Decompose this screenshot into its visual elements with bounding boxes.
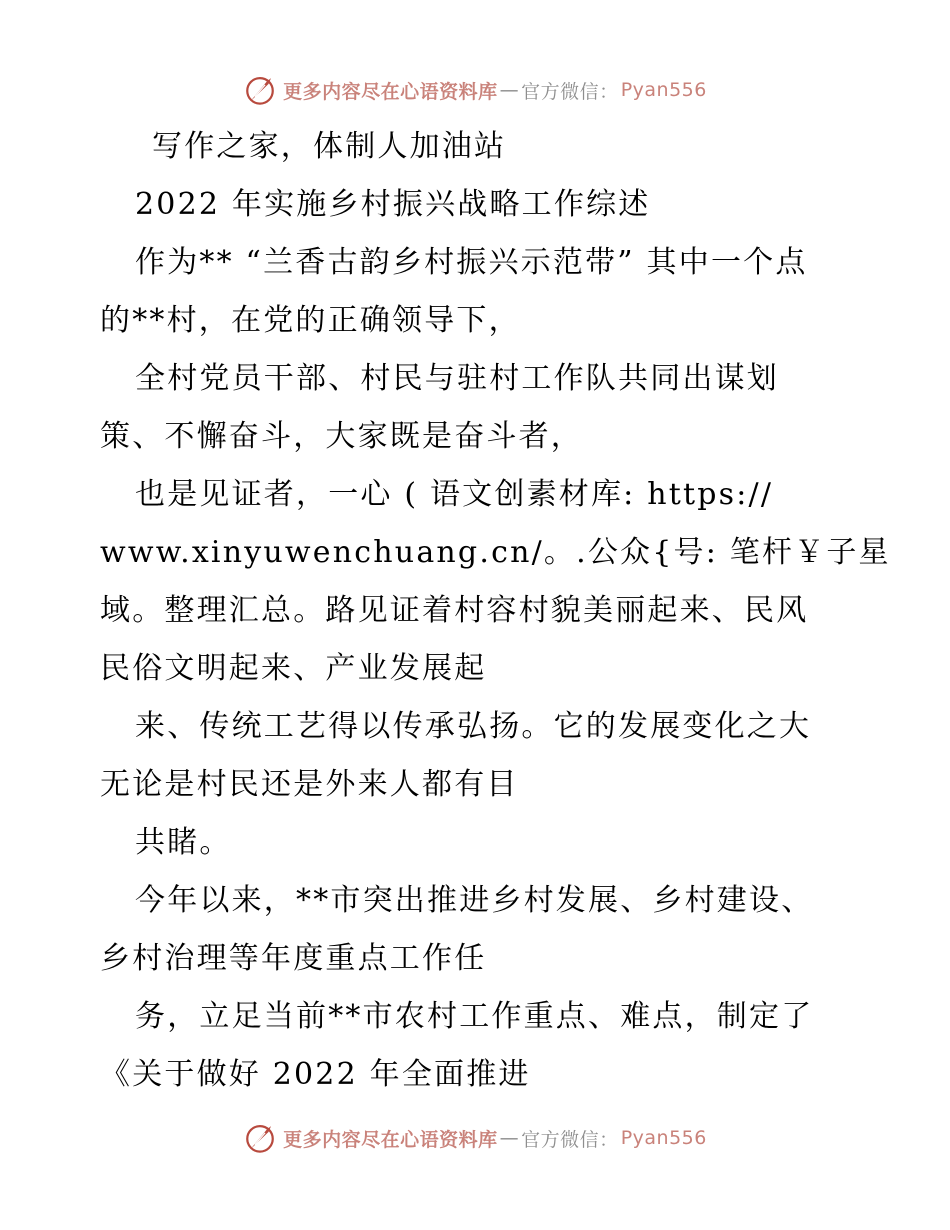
quill-pen-circle-icon [243,73,277,107]
watermark-wechat-id: Pyan556 [620,1127,707,1149]
watermark-separator: — [499,1127,520,1149]
body-line: 写作之家，体制人加油站 [152,129,507,164]
watermark-main-text: 更多内容尽在心语资料库 [283,80,498,103]
document-title: 2022 年实施乡村振兴战略工作综述 [135,187,651,222]
body-line: 也是见证者，一心 ( 语文创素材库: https:// [135,477,774,512]
watermark-wechat-id: Pyan556 [620,79,707,101]
body-line: 无论是村民还是外来人都有目 [100,767,519,802]
body-line: www.xinyuwenchuang.cn/。.公众{号: 笔杆￥子星 [100,535,891,570]
watermark-main-text: 更多内容尽在心语资料库 [283,1128,498,1151]
body-line: 来、传统工艺得以传承弘扬。它的发展变化之大 [135,709,812,744]
quill-pen-circle-icon [243,1121,277,1155]
body-line: 策、不懈奋斗，大家既是奋斗者， [100,419,583,454]
watermark-separator: — [499,79,520,101]
body-line: 全村党员干部、村民与驻村工作队共同出谋划 [135,361,779,396]
body-line: 今年以来，**市突出推进乡村发展、乡村建设、 [135,883,814,918]
watermark-sub-text: 官方微信： [521,80,619,103]
body-line: 的**村，在党的正确领导下， [100,303,521,338]
watermark-sub-text: 官方微信： [521,1128,619,1151]
body-line: 民俗文明起来、产业发展起 [100,651,487,686]
body-line: 作为** “兰香古韵乡村振兴示范带” 其中一个点 [135,245,808,280]
body-line: 《关于做好 2022 年全面推进 [100,1057,531,1092]
body-line: 域。整理汇总。路见证着村容村貌美丽起来、民风 [100,593,809,628]
footer-watermark [0,1118,950,1158]
body-line: 乡村治理等年度重点工作任 [100,941,487,976]
body-line: 共睹。 [135,825,232,860]
body-line: 务，立足当前**市农村工作重点、难点，制定了 [135,999,814,1034]
header-watermark [0,70,950,110]
